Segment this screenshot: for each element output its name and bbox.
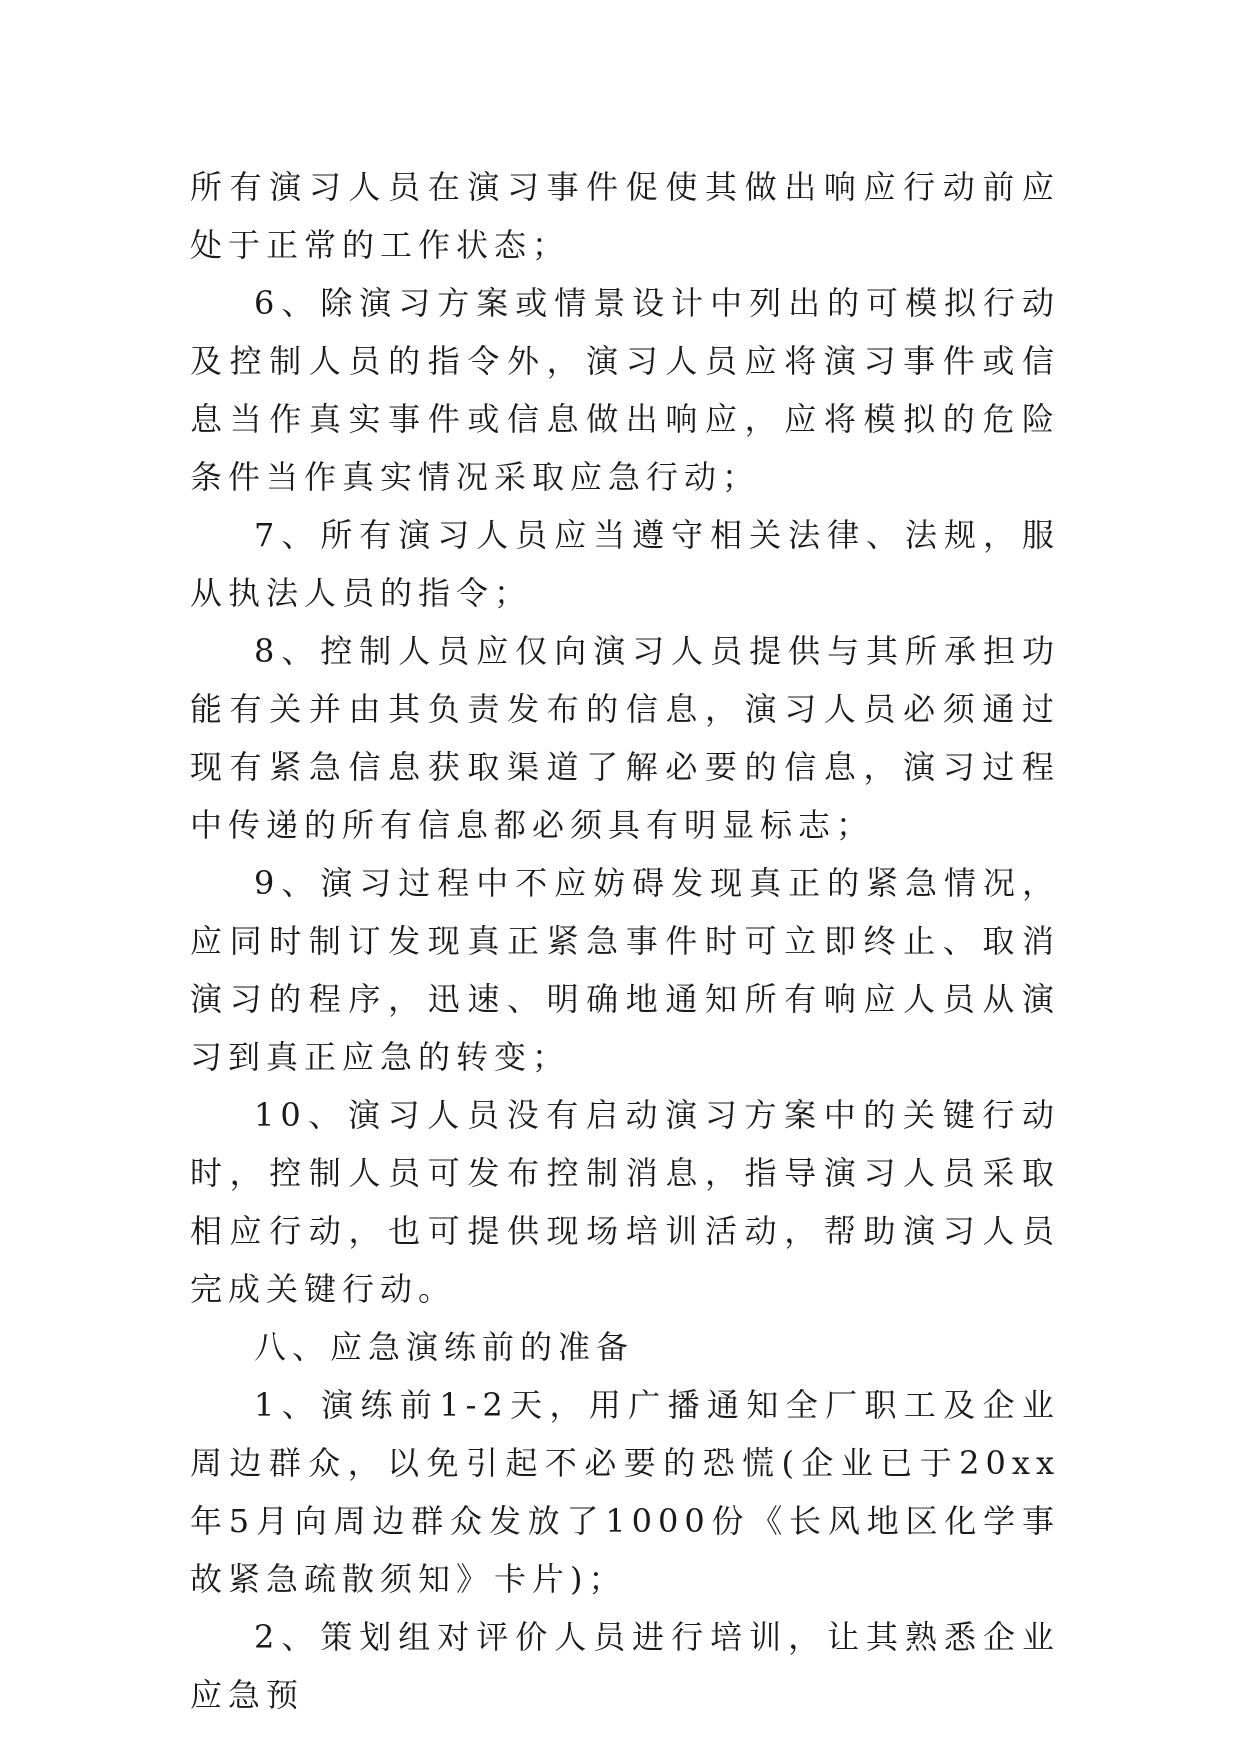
paragraph-item-9: 9、演习过程中不应妨碍发现真正的紧急情况，应同时制订发现真正紧急事件时可立即终止、取消演习的程序，迅速、明确地通知所有响应人员从演习到真正应急的转变； [190, 864, 1060, 1076]
paragraph-prep-2: 2、策划组对评价人员进行培训，让其熟悉企业应急预 [190, 1618, 1060, 1714]
paragraph-item-10: 10、演习人员没有启动演习方案中的关键行动时，控制人员可发布控制消息，指导演习人员采取相应行动，也可提供现场培训活动，帮助演习人员完成关键行动。 [190, 1096, 1060, 1308]
paragraph-item-7: 7、所有演习人员应当遵守相关法律、法规，服从执法人员的指令； [190, 516, 1060, 612]
paragraph-prep-1: 1、演练前1-2天，用广播通知全厂职工及企业周边群众，以免引起不必要的恐慌(企业已于20xx年5月向周边群众发放了1000份《长风地区化学事故紧急疏散须知》卡片)； [190, 1386, 1060, 1598]
paragraph-item-6: 6、除演习方案或情景设计中列出的可模拟行动及控制人员的指令外，演习人员应将演习事件或信息当作真实事件或信息做出响应，应将模拟的危险条件当作真实情况采取应急行动； [190, 284, 1060, 496]
paragraph-item-8: 8、控制人员应仅向演习人员提供与其所承担功能有关并由其负责发布的信息，演习人员必须通过现有紧急信息获取渠道了解必要的信息，演习过程中传递的所有信息都必须具有明显标志； [190, 632, 1060, 844]
paragraph-continuation: 所有演习人员在演习事件促使其做出响应行动前应处于正常的工作状态； [190, 168, 1060, 264]
document-body [190, 158, 1060, 1724]
section-heading: 八、应急演练前的准备 [254, 1328, 635, 1366]
